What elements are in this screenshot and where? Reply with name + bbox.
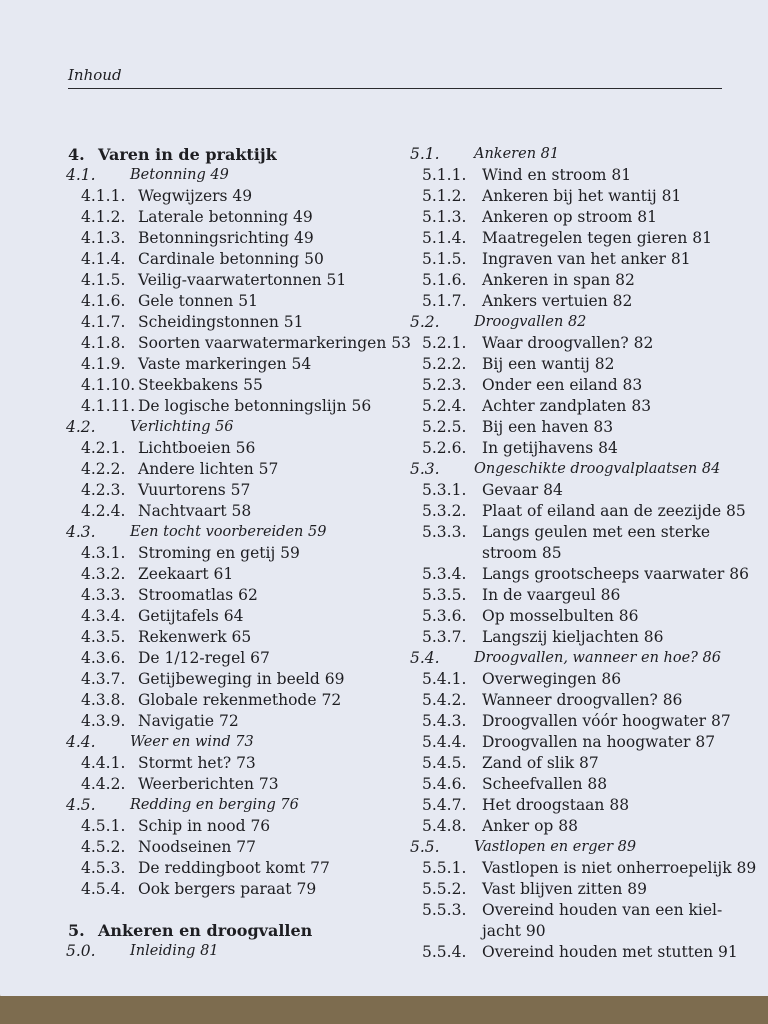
toc-entry-title: Plaat of eiland aan de zeezijde 85 bbox=[482, 502, 746, 520]
toc-right-column bbox=[410, 144, 760, 963]
toc-entry-sub bbox=[66, 711, 426, 732]
toc-entry-number: 5.2.2. bbox=[422, 355, 467, 373]
toc-entry-number: 5.4.8. bbox=[422, 817, 467, 835]
toc-entry-title: Globale rekenmethode 72 bbox=[138, 691, 342, 709]
toc-entry-sub bbox=[410, 627, 760, 648]
toc-entry-chapter bbox=[66, 144, 426, 165]
toc-entry-number: 5.2.3. bbox=[422, 376, 467, 394]
toc-entry-title: Onder een eiland 83 bbox=[482, 376, 643, 394]
toc-entry-sub bbox=[410, 564, 760, 585]
toc-entry-section bbox=[410, 837, 760, 858]
toc-entry-number: 5.3.4. bbox=[422, 565, 467, 583]
toc-entry-number: 4.1.7. bbox=[81, 313, 126, 331]
toc-entry-number: 4.3.4. bbox=[81, 607, 126, 625]
toc-entry-sub bbox=[410, 690, 760, 711]
toc-entry-sub bbox=[66, 585, 426, 606]
toc-entry-number: 5.4. bbox=[410, 649, 440, 667]
toc-entry-number: 5.4.7. bbox=[422, 796, 467, 814]
toc-entry-number: 5.3.3. bbox=[422, 523, 467, 541]
toc-entry-sub bbox=[410, 900, 760, 921]
toc-entry-chapter bbox=[66, 920, 426, 941]
toc-entry-title: Steekbakens 55 bbox=[138, 376, 263, 394]
toc-entry-sub bbox=[66, 543, 426, 564]
toc-entry-number: 4.1.5. bbox=[81, 271, 126, 289]
toc-entry-sub bbox=[66, 606, 426, 627]
toc-entry-title: Getijbeweging in beeld 69 bbox=[138, 670, 345, 688]
toc-entry-number: 4.3.3. bbox=[81, 586, 126, 604]
toc-entry-title: Vastlopen is niet onherroepelijk 89 bbox=[482, 859, 757, 877]
toc-entry-sub bbox=[66, 501, 426, 522]
toc-entry-number: 4.2.2. bbox=[81, 460, 126, 478]
toc-entry-title: Maatregelen tegen gieren 81 bbox=[482, 229, 712, 247]
toc-entry-number: 5.2.5. bbox=[422, 418, 467, 436]
toc-entry-sub bbox=[66, 816, 426, 837]
toc-entry-number: 4.1.8. bbox=[81, 334, 126, 352]
toc-entry-number: 4.5.3. bbox=[81, 859, 126, 877]
toc-entry-number: 4.3.5. bbox=[81, 628, 126, 646]
toc-entry-title: Navigatie 72 bbox=[138, 712, 239, 730]
toc-entry-title: Rekenwerk 65 bbox=[138, 628, 252, 646]
toc-entry-title: Inleiding 81 bbox=[130, 943, 219, 959]
toc-entry-sub bbox=[410, 501, 760, 522]
toc-entry-sub bbox=[66, 690, 426, 711]
toc-entry-title: Andere lichten 57 bbox=[138, 460, 279, 478]
toc-entry-number: 5.1.1. bbox=[422, 166, 467, 184]
toc-entry-number: 5.1.7. bbox=[422, 292, 467, 310]
toc-entry-sub bbox=[410, 606, 760, 627]
toc-entry-section bbox=[66, 522, 426, 543]
toc-entry-number: 5.3.7. bbox=[422, 628, 467, 646]
toc-entry-title: Vaste markeringen 54 bbox=[138, 355, 312, 373]
toc-entry-number: 5.1.6. bbox=[422, 271, 467, 289]
toc-entry-sub bbox=[410, 522, 760, 543]
toc-entry-title: De 1/12-regel 67 bbox=[138, 649, 270, 667]
toc-entry-number: 4.1.9. bbox=[81, 355, 126, 373]
toc-entry-number: 4.3. bbox=[66, 523, 96, 541]
toc-entry-number: 4.3.2. bbox=[81, 565, 126, 583]
toc-entry-sub bbox=[66, 186, 426, 207]
toc-entry-number: 4.2.3. bbox=[81, 481, 126, 499]
toc-entry-title: Ankeren en droogvallen bbox=[98, 921, 313, 940]
toc-entry-number: 5.3.1. bbox=[422, 481, 467, 499]
toc-entry-sub bbox=[66, 564, 426, 585]
toc-entry-number: 4.1.3. bbox=[81, 229, 126, 247]
toc-entry-sub bbox=[66, 753, 426, 774]
toc-entry-sub bbox=[410, 396, 760, 417]
toc-entry-sub bbox=[410, 669, 760, 690]
toc-entry-sub bbox=[410, 795, 760, 816]
toc-entry-title: Een tocht voorbereiden 59 bbox=[130, 524, 327, 540]
toc-entry-title: Schip in nood 76 bbox=[138, 817, 271, 835]
toc-entry-title: Noodseinen 77 bbox=[138, 838, 257, 856]
toc-entry-number: 4.1.2. bbox=[81, 208, 126, 226]
toc-entry-number: 4.3.9. bbox=[81, 712, 126, 730]
toc-entry-title: Redding en berging 76 bbox=[130, 797, 299, 813]
toc-entry-title: Het droogstaan 88 bbox=[482, 796, 630, 814]
toc-entry-title: Ankeren in span 82 bbox=[482, 271, 635, 289]
toc-entry-number: 5.2.6. bbox=[422, 439, 467, 457]
toc-entry-number: 5.4.1. bbox=[422, 670, 467, 688]
toc-entry-title: Scheidingstonnen 51 bbox=[138, 313, 304, 331]
toc-entry-sub bbox=[66, 207, 426, 228]
toc-entry-sub bbox=[66, 879, 426, 900]
toc-entry-sub bbox=[410, 354, 760, 375]
toc-entry-title: De logische betonningslijn 56 bbox=[138, 397, 372, 415]
toc-entry-sub bbox=[66, 249, 426, 270]
toc-entry-title: Achter zandplaten 83 bbox=[482, 397, 652, 415]
toc-entry-number: 4.4.2. bbox=[81, 775, 126, 793]
toc-entry-sub bbox=[66, 837, 426, 858]
toc-entry-sub bbox=[410, 417, 760, 438]
toc-entry-title: Vast blijven zitten 89 bbox=[482, 880, 647, 898]
toc-entry-sub bbox=[410, 732, 760, 753]
toc-entry-continuation bbox=[410, 921, 760, 942]
toc-entry-number: 5.5.4. bbox=[422, 943, 467, 961]
toc-entry-number: 5. bbox=[68, 921, 85, 940]
toc-entry-section bbox=[66, 941, 426, 962]
toc-entry-title: Lichtboeien 56 bbox=[138, 439, 256, 457]
toc-entry-sub bbox=[66, 270, 426, 291]
toc-entry-title: Droogvallen 82 bbox=[474, 314, 587, 330]
toc-entry-title: Stroomatlas 62 bbox=[138, 586, 258, 604]
toc-entry-number: 5.1.5. bbox=[422, 250, 467, 268]
toc-entry-title: Vastlopen en erger 89 bbox=[474, 839, 637, 855]
toc-entry-sub bbox=[66, 774, 426, 795]
toc-entry-number: 4.3.1. bbox=[81, 544, 126, 562]
toc-left-column bbox=[66, 144, 426, 962]
toc-entry-title: jacht 90 bbox=[482, 922, 546, 940]
toc-entry-sub bbox=[410, 165, 760, 186]
toc-entry-title: stroom 85 bbox=[482, 544, 562, 562]
toc-entry-number: 5.1.2. bbox=[422, 187, 467, 205]
toc-spacer bbox=[66, 900, 426, 920]
toc-entry-sub bbox=[66, 333, 426, 354]
toc-entry-title: Wind en stroom 81 bbox=[482, 166, 632, 184]
toc-entry-sub bbox=[410, 858, 760, 879]
toc-entry-title: Langs grootscheeps vaarwater 86 bbox=[482, 565, 749, 583]
toc-entry-title: Overeind houden van een kiel- bbox=[482, 901, 723, 919]
toc-entry-number: 5.3.6. bbox=[422, 607, 467, 625]
toc-entry-number: 5.3.5. bbox=[422, 586, 467, 604]
toc-entry-number: 4.1.1. bbox=[81, 187, 126, 205]
toc-entry-sub bbox=[410, 774, 760, 795]
toc-entry-sub bbox=[410, 186, 760, 207]
toc-entry-title: Wanneer droogvallen? 86 bbox=[482, 691, 683, 709]
toc-entry-sub bbox=[410, 480, 760, 501]
toc-entry-title: Soorten vaarwatermarkeringen 53 bbox=[138, 334, 411, 352]
toc-entry-number: 5.4.3. bbox=[422, 712, 467, 730]
table-surface bbox=[0, 996, 768, 1024]
toc-entry-title: Anker op 88 bbox=[482, 817, 578, 835]
toc-entry-sub bbox=[66, 858, 426, 879]
toc-entry-number: 4. bbox=[68, 145, 85, 164]
toc-entry-number: 5.0. bbox=[66, 942, 96, 960]
toc-entry-sub bbox=[410, 438, 760, 459]
toc-entry-sub bbox=[410, 249, 760, 270]
toc-entry-section bbox=[410, 312, 760, 333]
toc-entry-number: 5.5. bbox=[410, 838, 440, 856]
toc-entry-number: 4.1.4. bbox=[81, 250, 126, 268]
toc-entry-number: 5.4.6. bbox=[422, 775, 467, 793]
toc-entry-sub bbox=[66, 312, 426, 333]
toc-entry-number: 4.5. bbox=[66, 796, 96, 814]
toc-entry-number: 4.3.8. bbox=[81, 691, 126, 709]
toc-entry-title: Gele tonnen 51 bbox=[138, 292, 258, 310]
toc-entry-title: Weerberichten 73 bbox=[138, 775, 279, 793]
toc-entry-title: Ankeren 81 bbox=[474, 146, 560, 162]
toc-entry-title: Ook bergers paraat 79 bbox=[138, 880, 317, 898]
toc-entry-number: 5.1. bbox=[410, 145, 440, 163]
toc-entry-number: 5.3. bbox=[410, 460, 440, 478]
running-head: Inhoud bbox=[68, 66, 122, 84]
toc-entry-sub bbox=[66, 627, 426, 648]
toc-entry-sub bbox=[66, 396, 426, 417]
toc-entry-sub bbox=[410, 816, 760, 837]
toc-entry-number: 5.4.4. bbox=[422, 733, 467, 751]
toc-entry-number: 4.4. bbox=[66, 733, 96, 751]
toc-entry-title: Vuurtorens 57 bbox=[138, 481, 251, 499]
toc-entry-sub bbox=[66, 375, 426, 396]
toc-entry-sub bbox=[66, 228, 426, 249]
toc-entry-number: 4.5.1. bbox=[81, 817, 126, 835]
toc-entry-number: 5.5.3. bbox=[422, 901, 467, 919]
toc-entry-section bbox=[410, 144, 760, 165]
toc-entry-number: 5.5.1. bbox=[422, 859, 467, 877]
toc-entry-number: 4.2. bbox=[66, 418, 96, 436]
toc-entry-sub bbox=[66, 648, 426, 669]
toc-entry-number: 5.4.5. bbox=[422, 754, 467, 772]
toc-entry-section bbox=[410, 648, 760, 669]
toc-entry-sub bbox=[410, 711, 760, 732]
toc-entry-section bbox=[410, 459, 760, 480]
toc-entry-title: Stormt het? 73 bbox=[138, 754, 256, 772]
toc-entry-sub bbox=[410, 270, 760, 291]
toc-entry-title: Zeekaart 61 bbox=[138, 565, 234, 583]
toc-entry-title: Weer en wind 73 bbox=[130, 734, 254, 750]
toc-entry-sub bbox=[410, 207, 760, 228]
toc-entry-title: Cardinale betonning 50 bbox=[138, 250, 324, 268]
toc-entry-continuation bbox=[410, 543, 760, 564]
toc-entry-sub bbox=[66, 669, 426, 690]
toc-entry-number: 4.2.1. bbox=[81, 439, 126, 457]
toc-entry-sub bbox=[66, 459, 426, 480]
toc-entry-sub bbox=[410, 333, 760, 354]
toc-entry-number: 5.1.3. bbox=[422, 208, 467, 226]
toc-entry-title: Ankers vertuien 82 bbox=[482, 292, 633, 310]
toc-entry-number: 4.3.6. bbox=[81, 649, 126, 667]
toc-entry-number: 5.2. bbox=[410, 313, 440, 331]
toc-entry-title: Droogvallen, wanneer en hoe? 86 bbox=[474, 650, 721, 666]
toc-entry-title: Ongeschikte droogvalplaatsen 84 bbox=[474, 461, 721, 477]
toc-entry-sub bbox=[410, 291, 760, 312]
toc-entry-title: Droogvallen vóór hoogwater 87 bbox=[482, 712, 731, 730]
toc-entry-number: 5.1.4. bbox=[422, 229, 467, 247]
toc-entry-title: Betonningsrichting 49 bbox=[138, 229, 314, 247]
toc-entry-title: Overwegingen 86 bbox=[482, 670, 622, 688]
toc-entry-title: Langszij kieljachten 86 bbox=[482, 628, 664, 646]
toc-entry-title: Op mosselbulten 86 bbox=[482, 607, 639, 625]
toc-entry-title: In getijhavens 84 bbox=[482, 439, 618, 457]
toc-entry-title: Overeind houden met stutten 91 bbox=[482, 943, 738, 961]
toc-entry-number: 5.2.1. bbox=[422, 334, 467, 352]
toc-entry-title: Verlichting 56 bbox=[130, 419, 234, 435]
toc-entry-title: De reddingboot komt 77 bbox=[138, 859, 330, 877]
toc-entry-title: Ankeren bij het wantij 81 bbox=[482, 187, 682, 205]
toc-entry-title: Getijtafels 64 bbox=[138, 607, 244, 625]
toc-entry-number: 4.1.11. bbox=[81, 397, 136, 415]
toc-entry-title: Bij een haven 83 bbox=[482, 418, 614, 436]
toc-entry-number: 5.3.2. bbox=[422, 502, 467, 520]
toc-entry-title: Betonning 49 bbox=[130, 167, 229, 183]
toc-entry-number: 5.2.4. bbox=[422, 397, 467, 415]
toc-entry-title: Waar droogvallen? 82 bbox=[482, 334, 654, 352]
toc-entry-number: 4.1. bbox=[66, 166, 96, 184]
toc-entry-sub bbox=[410, 879, 760, 900]
toc-entry-title: Varen in de praktijk bbox=[98, 145, 277, 164]
toc-entry-sub bbox=[410, 585, 760, 606]
toc-entry-title: Gevaar 84 bbox=[482, 481, 563, 499]
toc-entry-number: 5.4.2. bbox=[422, 691, 467, 709]
header-rule bbox=[68, 88, 722, 89]
toc-entry-number: 4.1.6. bbox=[81, 292, 126, 310]
toc-entry-title: Veilig-vaarwatertonnen 51 bbox=[138, 271, 347, 289]
toc-entry-number: 4.5.2. bbox=[81, 838, 126, 856]
toc-entry-sub bbox=[66, 291, 426, 312]
toc-entry-title: Droogvallen na hoogwater 87 bbox=[482, 733, 716, 751]
toc-entry-section bbox=[66, 165, 426, 186]
toc-entry-sub bbox=[66, 480, 426, 501]
toc-entry-title: Scheefvallen 88 bbox=[482, 775, 608, 793]
toc-entry-sub bbox=[410, 753, 760, 774]
toc-entry-title: In de vaargeul 86 bbox=[482, 586, 621, 604]
toc-entry-title: Ingraven van het anker 81 bbox=[482, 250, 691, 268]
toc-entry-title: Langs geulen met een sterke bbox=[482, 523, 711, 541]
toc-entry-sub bbox=[66, 438, 426, 459]
toc-entry-number: 4.2.4. bbox=[81, 502, 126, 520]
toc-entry-title: Stroming en getij 59 bbox=[138, 544, 300, 562]
toc-entry-number: 5.5.2. bbox=[422, 880, 467, 898]
toc-entry-title: Nachtvaart 58 bbox=[138, 502, 252, 520]
toc-entry-title: Laterale betonning 49 bbox=[138, 208, 313, 226]
toc-entry-sub bbox=[410, 375, 760, 396]
toc-entry-title: Bij een wantij 82 bbox=[482, 355, 615, 373]
toc-entry-section bbox=[66, 795, 426, 816]
toc-entry-section bbox=[66, 732, 426, 753]
toc-entry-number: 4.4.1. bbox=[81, 754, 126, 772]
toc-entry-section bbox=[66, 417, 426, 438]
toc-entry-number: 4.5.4. bbox=[81, 880, 126, 898]
toc-entry-title: Zand of slik 87 bbox=[482, 754, 599, 772]
toc-entry-number: 4.1.10. bbox=[81, 376, 136, 394]
toc-entry-title: Wegwijzers 49 bbox=[138, 187, 253, 205]
toc-entry-number: 4.3.7. bbox=[81, 670, 126, 688]
toc-entry-sub bbox=[410, 228, 760, 249]
toc-entry-sub bbox=[410, 942, 760, 963]
toc-entry-sub bbox=[66, 354, 426, 375]
toc-entry-title: Ankeren op stroom 81 bbox=[482, 208, 658, 226]
